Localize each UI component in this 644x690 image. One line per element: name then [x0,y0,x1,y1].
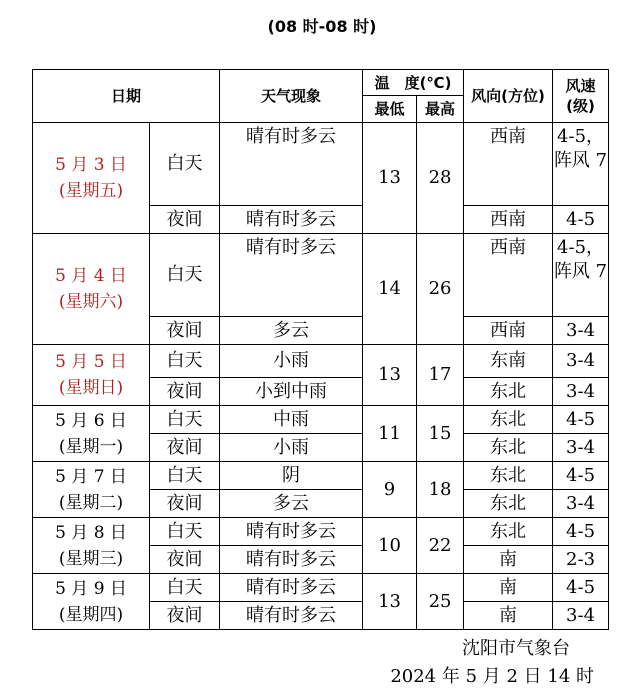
issuer: 沈阳市气象台 [462,638,570,659]
header-min: 最低 [363,96,417,123]
wind-speed: 4-5 [553,206,609,234]
header-date: 日期 [33,70,220,123]
temp-min: 13 [363,574,417,630]
weather-cell: 晴有时多云 [220,574,363,602]
table-row [33,123,609,206]
weather-cell: 小到中雨 [220,378,363,406]
temp-min: 11 [363,406,417,462]
temp-max: 15 [417,406,464,462]
table-row [33,345,609,378]
period-label: 夜间 [150,490,220,518]
wind-direction: 东北 [464,462,553,490]
wind-direction: 西南 [464,317,553,345]
temp-min: 9 [363,462,417,518]
period-label: 夜间 [150,546,220,574]
wind-speed: 3-4 [553,378,609,406]
wind-speed: 3-4 [553,434,609,462]
period-label: 夜间 [150,317,220,345]
table-row [33,574,609,602]
wind-speed: 4-5 [553,406,609,434]
date-label: 5 月 9 日 [55,578,127,599]
weekday-label: (星期一) [58,436,124,457]
date-cell [33,574,150,630]
weather-cell: 晴有时多云 [220,602,363,630]
wind-speed: 3-4 [553,317,609,345]
wind-speed: 4-5 [553,462,609,490]
period-label: 白天 [150,123,220,206]
weather-cell: 小雨 [220,434,363,462]
wind-speed: 3-4 [553,345,609,378]
weather-cell: 晴有时多云 [220,546,363,574]
period-label: 白天 [150,345,220,378]
table-row [33,518,609,546]
period-label: 白天 [150,462,220,490]
date-label: 5 月 6 日 [55,410,127,431]
weather-cell: 晴有时多云 [220,123,363,206]
issue-time: 2024 年 5 月 2 日 14 时 [390,666,594,687]
date-label: 5 月 7 日 [55,466,127,487]
weather-cell: 中雨 [220,406,363,434]
period-label: 白天 [150,406,220,434]
weekday-label: (星期二) [58,492,124,513]
wind-direction: 东北 [464,518,553,546]
date-cell [33,462,150,518]
period-label: 白天 [150,574,220,602]
period-title: (08 时-08 时) [267,17,377,36]
date-cell [33,406,150,462]
temp-max: 28 [417,123,464,234]
wind-direction: 东北 [464,378,553,406]
weekday-label: (星期五) [58,181,124,201]
date-label: 5 月 8 日 [55,522,127,543]
weekday-label: (星期三) [58,548,124,569]
forecast-table [32,69,609,630]
period-label: 夜间 [150,602,220,630]
weather-cell: 多云 [220,317,363,345]
table-row [33,462,609,490]
period-label: 白天 [150,234,220,317]
wind-speed: 4-5 [553,518,609,546]
wind-direction: 南 [464,546,553,574]
date-label: 5 月 4 日 [55,266,127,286]
period-label: 夜间 [150,378,220,406]
weather-cell: 多云 [220,490,363,518]
temp-min: 13 [363,345,417,406]
weekday-label: (星期六) [58,292,124,312]
weekday-label: (星期日) [58,378,124,398]
temp-max: 22 [417,518,464,574]
date-cell [33,234,150,345]
header-max: 最高 [417,96,464,123]
temp-min: 10 [363,518,417,574]
wind-speed: 4-5 [553,574,609,602]
date-cell [33,345,150,406]
period-label: 夜间 [150,206,220,234]
wind-direction: 西南 [464,206,553,234]
wind-direction: 东南 [464,345,553,378]
wind-direction: 东北 [464,434,553,462]
wind-speed: 3-4 [553,602,609,630]
weather-cell: 晴有时多云 [220,234,363,317]
wind-direction: 东北 [464,406,553,434]
wind-speed: 4-5，阵风 7 [553,123,609,206]
weather-cell: 晴有时多云 [220,518,363,546]
wind-speed: 4-5，阵风 7 [553,234,609,317]
wind-speed: 3-4 [553,490,609,518]
header-wind-direction: 风向(方位) [464,70,553,123]
weather-cell: 阴 [220,462,363,490]
date-cell [33,123,150,234]
table-row [33,406,609,434]
wind-direction: 南 [464,574,553,602]
header-wind-speed: 风速(级) [553,70,609,123]
wind-direction: 西南 [464,234,553,317]
weather-cell: 晴有时多云 [220,206,363,234]
wind-direction: 西南 [464,123,553,206]
temp-max: 25 [417,574,464,630]
temp-min: 13 [363,123,417,234]
temp-max: 26 [417,234,464,345]
period-label: 白天 [150,518,220,546]
date-label: 5 月 5 日 [55,352,127,372]
header-temperature: 温 度(℃) [363,70,464,96]
weather-cell: 小雨 [220,345,363,378]
temp-max: 18 [417,462,464,518]
header-weather: 天气现象 [220,70,363,123]
date-label: 5 月 3 日 [55,155,127,175]
table-row [33,234,609,317]
weekday-label: (星期四) [58,604,124,625]
temp-max: 17 [417,345,464,406]
wind-speed: 2-3 [553,546,609,574]
period-label: 夜间 [150,434,220,462]
temp-min: 14 [363,234,417,345]
wind-direction: 东北 [464,490,553,518]
wind-direction: 南 [464,602,553,630]
date-cell [33,518,150,574]
